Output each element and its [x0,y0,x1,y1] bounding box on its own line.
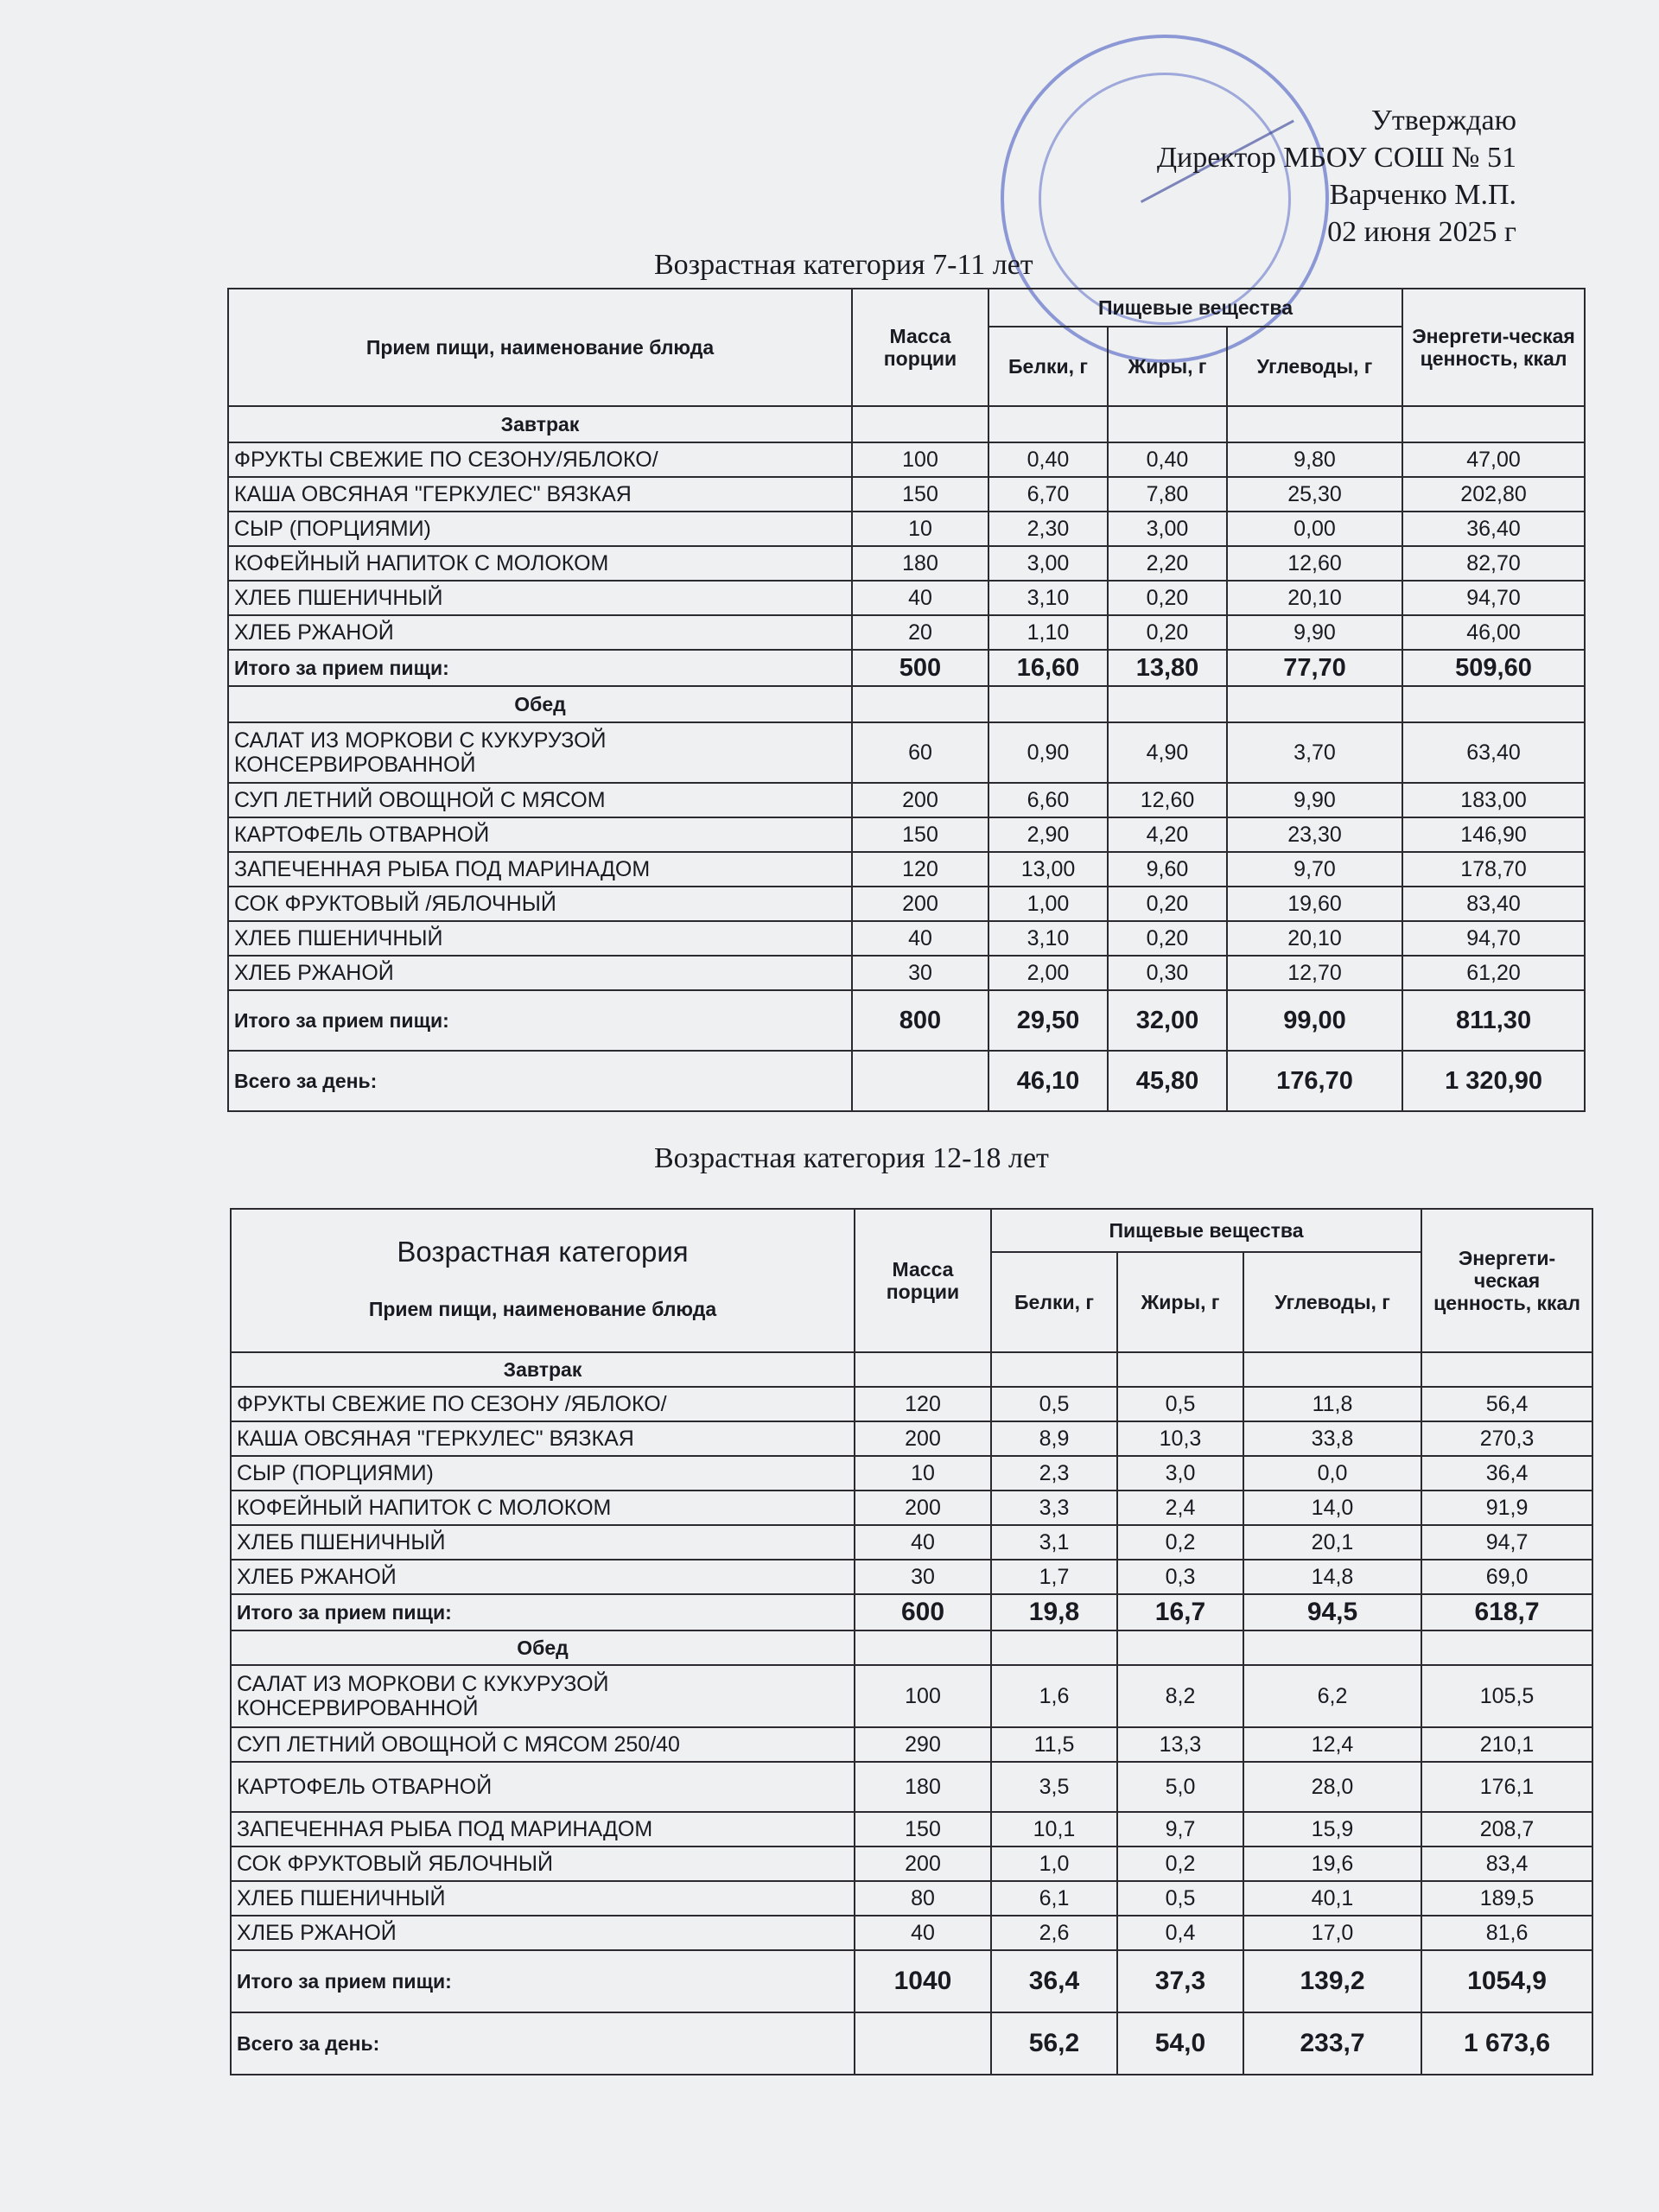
fat-value: 0,5 [1117,1881,1243,1916]
carbs-value: 12,70 [1227,956,1402,990]
total-label: Всего за день: [231,2012,855,2075]
energy-value: 82,70 [1402,546,1585,581]
portion-mass: 150 [852,477,988,512]
protein-value: 1,00 [988,887,1108,921]
fat-value: 0,2 [1117,1847,1243,1881]
table-row [231,1560,1592,1594]
carbs-value: 11,8 [1243,1387,1421,1421]
fat-value: 8,2 [1117,1665,1243,1727]
total-energy: 618,7 [1421,1594,1592,1630]
energy-value: 270,3 [1421,1421,1592,1456]
table-row [231,1727,1592,1762]
carbs-value: 23,30 [1227,817,1402,852]
header-nutrients: Пищевые вещества [988,289,1402,327]
carbs-value: 0,00 [1227,512,1402,546]
table-row [228,956,1585,990]
protein-value: 3,00 [988,546,1108,581]
table-row [228,581,1585,615]
total-carbs: 139,2 [1243,1950,1421,2012]
total-fat: 45,80 [1108,1051,1227,1111]
dish-name: ХЛЕБ РЖАНОЙ [231,1560,855,1594]
portion-mass: 100 [852,442,988,477]
meal-section-label: Обед [231,1630,855,1665]
portion-mass: 200 [855,1421,991,1456]
portion-mass: 40 [852,921,988,956]
dish-name: ХЛЕБ РЖАНОЙ [228,615,852,650]
portion-mass: 150 [852,817,988,852]
energy-value: 208,7 [1421,1812,1592,1847]
portion-mass: 120 [855,1387,991,1421]
dish-name: ХЛЕБ РЖАНОЙ [228,956,852,990]
protein-value: 3,3 [991,1491,1117,1525]
empty-cell [1421,1352,1592,1387]
table-row [228,722,1585,783]
protein-value: 1,7 [991,1560,1117,1594]
energy-value: 94,7 [1421,1525,1592,1560]
total-fat: 13,80 [1108,650,1227,686]
table-row [231,1847,1592,1881]
energy-value: 146,90 [1402,817,1585,852]
carbs-value: 20,1 [1243,1525,1421,1560]
fat-value: 0,2 [1117,1525,1243,1560]
portion-mass: 200 [855,1491,991,1525]
empty-cell [1227,686,1402,722]
fat-value: 2,4 [1117,1491,1243,1525]
total-protein: 36,4 [991,1950,1117,2012]
fat-value: 2,20 [1108,546,1227,581]
energy-value: 63,40 [1402,722,1585,783]
day-total-row [228,1051,1585,1111]
total-energy: 1054,9 [1421,1950,1592,2012]
header-dish-block [231,1209,855,1352]
fat-value: 4,90 [1108,722,1227,783]
fat-value: 0,5 [1117,1387,1243,1421]
energy-value: 202,80 [1402,477,1585,512]
approval-line: Утверждаю [1370,105,1516,137]
table-row [231,1421,1592,1456]
energy-value: 91,9 [1421,1491,1592,1525]
carbs-value: 9,80 [1227,442,1402,477]
carbs-value: 19,60 [1227,887,1402,921]
protein-value: 6,1 [991,1881,1117,1916]
total-label: Всего за день: [228,1051,852,1111]
empty-cell [991,1352,1117,1387]
portion-mass: 290 [855,1727,991,1762]
table-row [231,1916,1592,1950]
dish-name: СЫР (ПОРЦИЯМИ) [228,512,852,546]
header-energy: Энергети-ческая ценность, ккал [1421,1209,1592,1352]
table-row [228,477,1585,512]
energy-value: 83,40 [1402,887,1585,921]
total-fat: 37,3 [1117,1950,1243,2012]
portion-mass: 100 [855,1665,991,1727]
carbs-value: 20,10 [1227,921,1402,956]
header-fat: Жиры, г [1108,327,1227,406]
meal-total-row [228,990,1585,1051]
protein-value: 3,10 [988,921,1108,956]
dish-name: САЛАТ ИЗ МОРКОВИ С КУКУРУЗОЙ КОНСЕРВИРОВАННОЙ [228,722,852,783]
meal-total-row [228,650,1585,686]
carbs-value: 9,90 [1227,615,1402,650]
meal-total-row [231,1594,1592,1630]
table-row [231,1762,1592,1812]
fat-value: 0,20 [1108,921,1227,956]
total-energy: 509,60 [1402,650,1585,686]
portion-mass: 10 [855,1456,991,1491]
total-mass: 1040 [855,1950,991,2012]
total-mass: 500 [852,650,988,686]
dish-name: КАША ОВСЯНАЯ "ГЕРКУЛЕС" ВЯЗКАЯ [231,1421,855,1456]
portion-mass: 200 [855,1847,991,1881]
header-carbs: Углеводы, г [1227,327,1402,406]
dish-name: ХЛЕБ ПШЕНИЧНЫЙ [228,921,852,956]
total-energy: 1 320,90 [1402,1051,1585,1111]
approval-date: 02 июня 2025 г [1327,216,1516,248]
carbs-value: 20,10 [1227,581,1402,615]
protein-value: 0,40 [988,442,1108,477]
protein-value: 3,1 [991,1525,1117,1560]
empty-cell [988,686,1108,722]
empty-cell [988,406,1108,442]
carbs-value: 0,0 [1243,1456,1421,1491]
total-protein: 29,50 [988,990,1108,1051]
total-carbs: 176,70 [1227,1051,1402,1111]
meal-total-row [231,1950,1592,2012]
total-carbs: 99,00 [1227,990,1402,1051]
table-row [228,442,1585,477]
fat-value: 3,0 [1117,1456,1243,1491]
carbs-value: 17,0 [1243,1916,1421,1950]
portion-mass: 60 [852,722,988,783]
carbs-value: 28,0 [1243,1762,1421,1812]
carbs-value: 6,2 [1243,1665,1421,1727]
portion-mass: 40 [852,581,988,615]
protein-value: 13,00 [988,852,1108,887]
protein-value: 3,5 [991,1762,1117,1812]
table-row [228,852,1585,887]
table-row [231,1491,1592,1525]
header-carbs: Углеводы, г [1243,1252,1421,1352]
empty-cell [1243,1630,1421,1665]
protein-value: 2,6 [991,1916,1117,1950]
empty-cell [855,1352,991,1387]
empty-cell [1117,1630,1243,1665]
dish-name: СОК ФРУКТОВЫЙ ЯБЛОЧНЫЙ [231,1847,855,1881]
fat-value: 4,20 [1108,817,1227,852]
header-mass: Масса порции [852,289,988,406]
energy-value: 69,0 [1421,1560,1592,1594]
dish-name: СУП ЛЕТНИЙ ОВОЩНОЙ С МЯСОМ [228,783,852,817]
header-energy: Энергети-ческая ценность, ккал [1402,289,1585,406]
energy-value: 61,20 [1402,956,1585,990]
carbs-value: 9,90 [1227,783,1402,817]
dish-name: СОК ФРУКТОВЫЙ /ЯБЛОЧНЫЙ [228,887,852,921]
portion-mass: 10 [852,512,988,546]
section-title-12-18: Возрастная категория 12-18 лет [654,1142,1049,1174]
header-category: Возрастная категория [397,1236,689,1268]
fat-value: 0,4 [1117,1916,1243,1950]
energy-value: 83,4 [1421,1847,1592,1881]
dish-name: КАША ОВСЯНАЯ "ГЕРКУЛЕС" ВЯЗКАЯ [228,477,852,512]
table-row [228,921,1585,956]
total-fat: 54,0 [1117,2012,1243,2075]
energy-value: 56,4 [1421,1387,1592,1421]
portion-mass: 180 [852,546,988,581]
table-row [228,615,1585,650]
menu-table-12-18 [230,1208,1593,2075]
total-mass [855,2012,991,2075]
energy-value: 94,70 [1402,581,1585,615]
portion-mass: 200 [852,887,988,921]
energy-value: 189,5 [1421,1881,1592,1916]
table-row [228,546,1585,581]
fat-value: 0,3 [1117,1560,1243,1594]
empty-cell [852,686,988,722]
dish-name: ФРУКТЫ СВЕЖИЕ ПО СЕЗОНУ /ЯБЛОКО/ [231,1387,855,1421]
protein-value: 1,6 [991,1665,1117,1727]
portion-mass: 30 [852,956,988,990]
empty-cell [1402,686,1585,722]
carbs-value: 12,4 [1243,1727,1421,1762]
dish-name: СЫР (ПОРЦИЯМИ) [231,1456,855,1491]
dish-name: КАРТОФЕЛЬ ОТВАРНОЙ [231,1762,855,1812]
protein-value: 6,70 [988,477,1108,512]
dish-name: ХЛЕБ РЖАНОЙ [231,1916,855,1950]
total-label: Итого за прием пищи: [231,1594,855,1630]
dish-name: ФРУКТЫ СВЕЖИЕ ПО СЕЗОНУ/ЯБЛОКО/ [228,442,852,477]
header-fat: Жиры, г [1117,1252,1243,1352]
protein-value: 11,5 [991,1727,1117,1762]
header-dish: Прием пищи, наименование блюда [228,289,852,406]
fat-value: 0,20 [1108,887,1227,921]
table-row [228,783,1585,817]
carbs-value: 33,8 [1243,1421,1421,1456]
carbs-value: 9,70 [1227,852,1402,887]
portion-mass: 180 [855,1762,991,1812]
portion-mass: 120 [852,852,988,887]
fat-value: 3,00 [1108,512,1227,546]
table-row [231,1387,1592,1421]
energy-value: 178,70 [1402,852,1585,887]
energy-value: 47,00 [1402,442,1585,477]
dish-name: ХЛЕБ ПШЕНИЧНЫЙ [231,1881,855,1916]
energy-value: 105,5 [1421,1665,1592,1727]
carbs-value: 25,30 [1227,477,1402,512]
portion-mass: 150 [855,1812,991,1847]
fat-value: 0,40 [1108,442,1227,477]
total-energy: 811,30 [1402,990,1585,1051]
empty-cell [1108,686,1227,722]
empty-cell [852,406,988,442]
approval-block [1157,102,1516,251]
meal-section-label: Завтрак [231,1352,855,1387]
protein-value: 1,10 [988,615,1108,650]
portion-mass: 40 [855,1916,991,1950]
total-label: Итого за прием пищи: [228,990,852,1051]
protein-value: 8,9 [991,1421,1117,1456]
dish-name: СУП ЛЕТНИЙ ОВОЩНОЙ С МЯСОМ 250/40 [231,1727,855,1762]
meal-section-row [228,406,1585,442]
meal-section-row [231,1352,1592,1387]
portion-mass: 30 [855,1560,991,1594]
energy-value: 94,70 [1402,921,1585,956]
menu-table-7-11 [227,288,1586,1112]
dish-name: ЗАПЕЧЕННАЯ РЫБА ПОД МАРИНАДОМ [228,852,852,887]
dish-name: КАРТОФЕЛЬ ОТВАРНОЙ [228,817,852,852]
total-carbs: 233,7 [1243,2012,1421,2075]
fat-value: 0,20 [1108,581,1227,615]
header-mass: Масса порции [855,1209,991,1352]
approval-line: Варченко М.П. [1329,179,1516,211]
total-protein: 46,10 [988,1051,1108,1111]
fat-value: 0,20 [1108,615,1227,650]
dish-name: ХЛЕБ ПШЕНИЧНЫЙ [231,1525,855,1560]
total-label: Итого за прием пищи: [231,1950,855,2012]
energy-value: 36,4 [1421,1456,1592,1491]
dish-name: САЛАТ ИЗ МОРКОВИ С КУКУРУЗОЙ КОНСЕРВИРОВАННОЙ [231,1665,855,1727]
carbs-value: 14,8 [1243,1560,1421,1594]
energy-value: 46,00 [1402,615,1585,650]
total-energy: 1 673,6 [1421,2012,1592,2075]
energy-value: 210,1 [1421,1727,1592,1762]
meal-section-row [231,1630,1592,1665]
carbs-value: 15,9 [1243,1812,1421,1847]
carbs-value: 3,70 [1227,722,1402,783]
protein-value: 2,3 [991,1456,1117,1491]
protein-value: 2,00 [988,956,1108,990]
total-carbs: 94,5 [1243,1594,1421,1630]
fat-value: 5,0 [1117,1762,1243,1812]
portion-mass: 200 [852,783,988,817]
dish-name: ЗАПЕЧЕННАЯ РЫБА ПОД МАРИНАДОМ [231,1812,855,1847]
carbs-value: 14,0 [1243,1491,1421,1525]
energy-value: 36,40 [1402,512,1585,546]
total-fat: 32,00 [1108,990,1227,1051]
dish-name: ХЛЕБ ПШЕНИЧНЫЙ [228,581,852,615]
total-fat: 16,7 [1117,1594,1243,1630]
empty-cell [1227,406,1402,442]
total-mass: 800 [852,990,988,1051]
portion-mass: 40 [855,1525,991,1560]
total-mass: 600 [855,1594,991,1630]
total-mass [852,1051,988,1111]
header-nutrients: Пищевые вещества [991,1209,1421,1252]
meal-section-label: Обед [228,686,852,722]
protein-value: 1,0 [991,1847,1117,1881]
total-protein: 56,2 [991,2012,1117,2075]
table-row [231,1525,1592,1560]
empty-cell [1421,1630,1592,1665]
table-row [228,887,1585,921]
fat-value: 7,80 [1108,477,1227,512]
fat-value: 12,60 [1108,783,1227,817]
empty-cell [991,1630,1117,1665]
total-carbs: 77,70 [1227,650,1402,686]
meal-section-row [228,686,1585,722]
header-protein: Белки, г [988,327,1108,406]
table-row [228,817,1585,852]
energy-value: 183,00 [1402,783,1585,817]
table-row [231,1456,1592,1491]
carbs-value: 19,6 [1243,1847,1421,1881]
fat-value: 9,7 [1117,1812,1243,1847]
table-row [231,1665,1592,1727]
empty-cell [855,1630,991,1665]
energy-value: 176,1 [1421,1762,1592,1812]
protein-value: 10,1 [991,1812,1117,1847]
protein-value: 2,30 [988,512,1108,546]
dish-name: КОФЕЙНЫЙ НАПИТОК С МОЛОКОМ [228,546,852,581]
protein-value: 3,10 [988,581,1108,615]
total-protein: 19,8 [991,1594,1117,1630]
empty-cell [1108,406,1227,442]
day-total-row [231,2012,1592,2075]
section-title-7-11: Возрастная категория 7-11 лет [654,249,1033,281]
total-protein: 16,60 [988,650,1108,686]
carbs-value: 12,60 [1227,546,1402,581]
table-row [231,1881,1592,1916]
fat-value: 13,3 [1117,1727,1243,1762]
empty-cell [1117,1352,1243,1387]
fat-value: 0,30 [1108,956,1227,990]
table-row [228,512,1585,546]
approval-line: Директор МБОУ СОШ № 51 [1156,142,1516,174]
energy-value: 81,6 [1421,1916,1592,1950]
protein-value: 6,60 [988,783,1108,817]
fat-value: 9,60 [1108,852,1227,887]
meal-section-label: Завтрак [228,406,852,442]
protein-value: 0,5 [991,1387,1117,1421]
dish-name: КОФЕЙНЫЙ НАПИТОК С МОЛОКОМ [231,1491,855,1525]
empty-cell [1243,1352,1421,1387]
fat-value: 10,3 [1117,1421,1243,1456]
table-row [231,1812,1592,1847]
empty-cell [1402,406,1585,442]
protein-value: 2,90 [988,817,1108,852]
header-protein: Белки, г [991,1252,1117,1352]
protein-value: 0,90 [988,722,1108,783]
header-dish: Прием пищи, наименование блюда [368,1298,717,1320]
portion-mass: 20 [852,615,988,650]
portion-mass: 80 [855,1881,991,1916]
carbs-value: 40,1 [1243,1881,1421,1916]
total-label: Итого за прием пищи: [228,650,852,686]
